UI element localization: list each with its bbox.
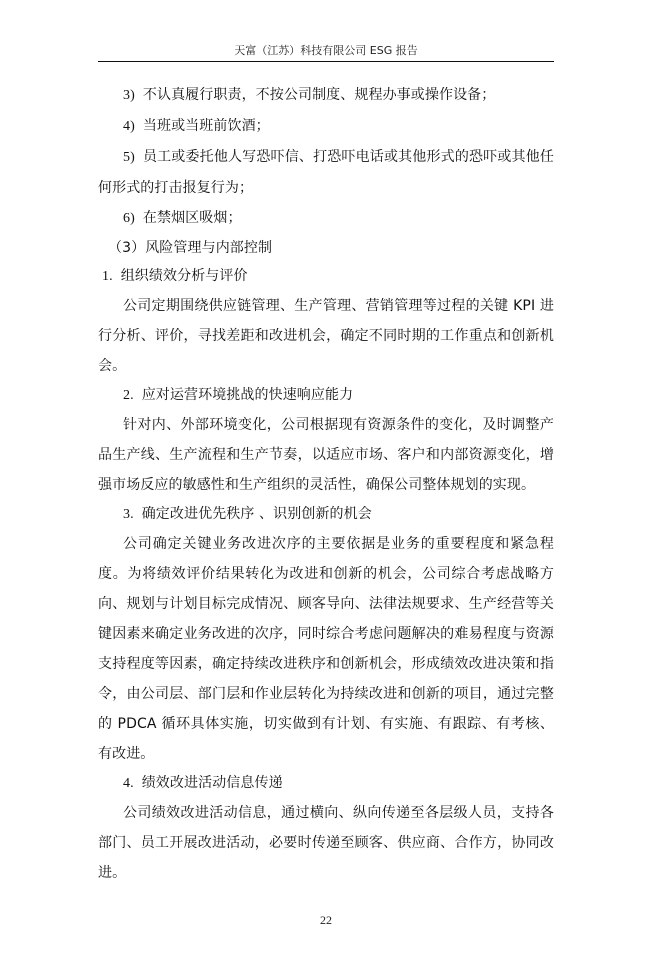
- list-item-text: 不认真履行职责，不按公司制度、规程办事或操作设备；: [142, 87, 496, 103]
- subsection-number: 4.: [123, 776, 134, 791]
- subsection-title: 组织绩效分析与评价: [120, 268, 248, 284]
- header-divider: [98, 61, 554, 62]
- paragraph: 针对内、外部环境变化，公司根据现有资源条件的变化，及时调整产品生产线、生产流程和生产节奏，以适应市场、客户和内部资源变化，增强市场反应的敏感性和生产组织的灵活性，确保公司整体规划的实现。: [98, 417, 554, 493]
- list-item-number: 3): [123, 88, 135, 103]
- subsection-title: 确定改进优先秩序 、识别创新的机会: [141, 506, 372, 522]
- list-item-text: 在禁烟区吸烟；: [142, 210, 242, 226]
- list-item: [98, 203, 554, 234]
- page: [98, 0, 554, 968]
- list-item-number: 6): [123, 211, 135, 226]
- list-item: [98, 80, 554, 111]
- subsection-heading: [98, 381, 554, 410]
- list-item-text: 当班或当班前饮酒；: [142, 118, 270, 134]
- list-item-number: 5): [123, 150, 135, 165]
- subsection-heading: [98, 500, 554, 529]
- list-item-text: 员工或委托他人写恐吓信、打恐吓电话或其他形式的恐吓或其他任何形式的打击报复行为；: [98, 149, 554, 196]
- paragraph: 公司定期围绕供应链管理、生产管理、营销管理等过程的关键 KPI 进行分析、评价，寻找差距和改进机会，确定不同时期的工作重点和创新机会。: [98, 298, 554, 374]
- list-item: [98, 142, 554, 203]
- subsection-number: 2.: [123, 388, 134, 403]
- document-body: [98, 80, 554, 888]
- section-heading: （3）风险管理与内部控制: [108, 240, 273, 256]
- subsection-heading: [98, 769, 554, 798]
- list-item-number: 4): [123, 119, 135, 134]
- subsection-title: 绩效改进活动信息传递: [141, 775, 283, 791]
- list-item: [98, 111, 554, 142]
- paragraph: 公司绩效改进活动信息，通过横向、纵向传递至各层级人员，支持各部门、员工开展改进活动，必要时传递至顾客、供应商、合作方，协同改进。: [98, 805, 554, 881]
- subsection-number: 3.: [123, 507, 134, 522]
- page-header: 天富（江苏）科技有限公司 ESG 报告: [234, 44, 418, 57]
- subsection-heading: [98, 262, 554, 291]
- subsection-number: 1.: [102, 269, 113, 284]
- subsection-title: 应对运营环境挑战的快速响应能力: [141, 387, 354, 403]
- paragraph: 公司确定关键业务改进次序的主要依据是业务的重要程度和紧急程度。为将绩效评价结果转化为改进和创新的机会，公司综合考虑战略方向、规划与计划目标完成情况、顾客导向、法律法规要求、生产经营等关键因素来确定业务改进的次序，同时综合考虑问题解决的难易程度与资源支持程度等因素，确定持续改进秩序和创新机会，形成绩效改进决策和指令，由公司层、部门层和作业层转化为持续改进和创新的项目，通过完整的 PDCA 循环具体实施，切实做到有计划、有实施、有跟踪、有考核、有改进。: [98, 536, 554, 762]
- page-number: 22: [320, 913, 332, 927]
